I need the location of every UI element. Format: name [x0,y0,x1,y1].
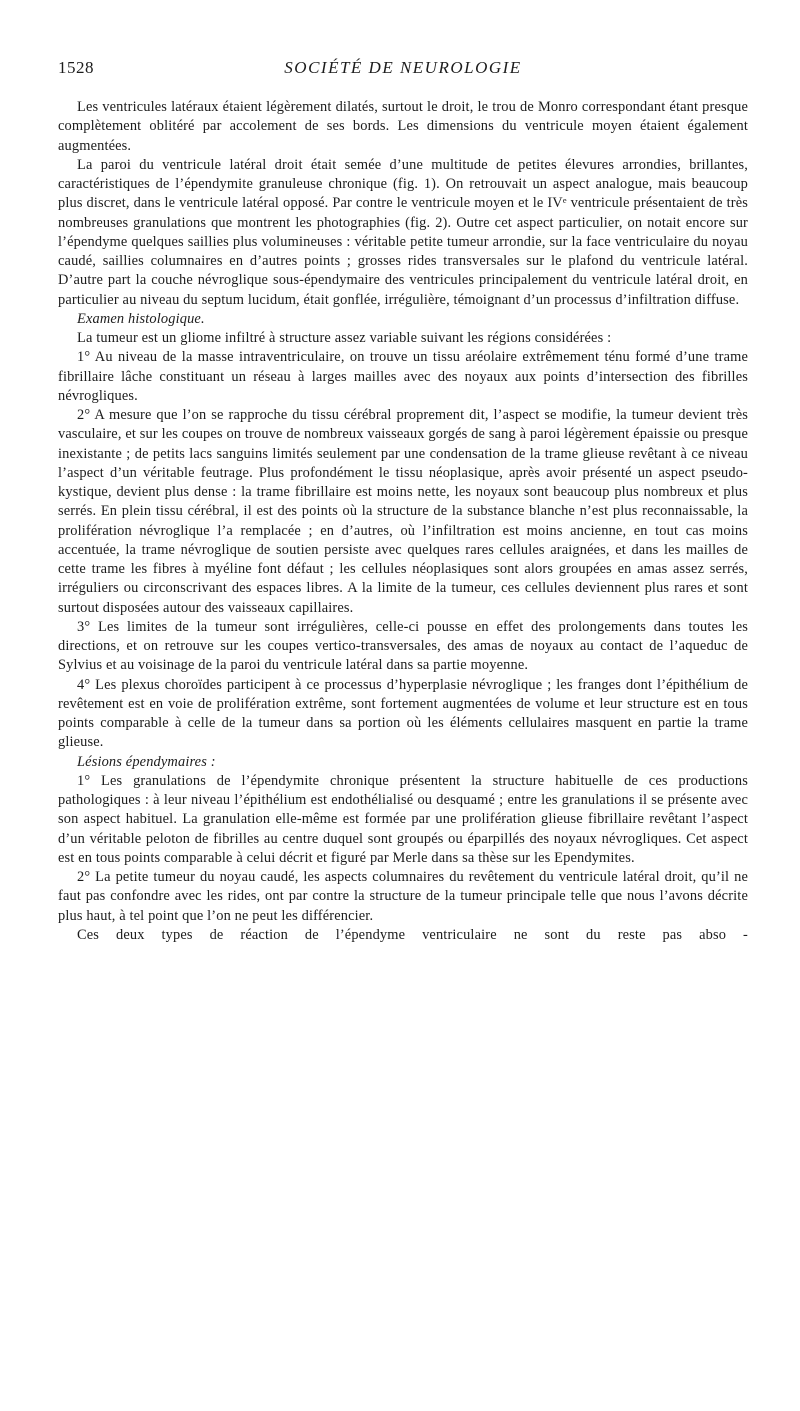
paragraph: La tumeur est un gliome infiltré à structure assez variable suivant les régions considérées : [77,330,612,346]
section-heading: Lésions épendymaires : [77,753,216,770]
page [58,0,748,945]
page-number: 1528 [58,58,94,77]
journal-title: SOCIÉTÉ DE NEUROLOGIE [284,58,522,77]
running-head [58,58,748,98]
paragraph: 1° Les granulations de l’épendymite chronique présentent la structure habituelle de ces productions pathologiques : à leur niveau l’épithélium est endothélialisé ou desquamé ; entre les granulations il se présente avec son aspect habituel. La granulation elle-même est formée par une prolifération glieuse fibrillaire revêtant l’aspect d’un véritable peloton de fibrilles au centre duquel sont groupés ou éparpillés des noyaux névrogliques. Cet aspect est en tous points comparable à celui décrit et figuré par Merle dans sa thèse sur les Ependymites. [58,772,748,866]
paragraph: Les ventricules latéraux étaient légèrement dilatés, surtout le droit, le trou de Monro correspondant étant presque complètement oblitéré par accolement de ses bords. Les dimensions du ventricule moyen étaient également augmentées. [58,99,748,154]
paragraph: 4° Les plexus choroïdes participent à ce processus d’hyperplasie névroglique ; les franges dont l’épithélium de revêtement est en voie de prolifération extrême, sont fortement augmentées de volume et leur structure est en tous points comparable à celle de la tumeur dans sa portion où les éléments cellulaires masquent en partie la trame glieuse. [58,676,748,751]
paragraph: 1° Au niveau de la masse intraventriculaire, on trouve un tissu aréolaire extrêmement ténu formé d’une trame fibrillaire lâche constituant un réseau à larges mailles avec des noyaux aux points d’intersection des fibrilles névrogliques. [58,349,748,404]
body-text [58,98,748,945]
paragraph: 2° A mesure que l’on se rapproche du tissu cérébral proprement dit, l’aspect se modifie, la tumeur devient très vasculaire, et sur les coupes on trouve de nombreux vaisseaux gorgés de sang à paroi légèrement épaissie ou presque inexistante ; de petits lacs sanguins limités seulement par une condensation de la trame glieuse revêtant à ce niveau l’aspect d’un véritable feutrage. Plus profondément le tissu néoplasique, après avoir présenté un aspect pseudo-kystique, devient plus dense : la trame fibrillaire est moins nette, les noyaux sont beaucoup plus nombreux et plus serrés. En plein tissu cérébral, il est des points où la structure de la substance blanche n’est plus reconnaissable, la prolifération névroglique l’a remplacée ; en d’autres, où l’infiltration est moins ancienne, en tout cas moins accentuée, la trame névroglique de soutien persiste avec quelques rares cellules araignées, et dans les mailles de cette trame les fibres à myéline font défaut ; les cellules néoplasiques sont alors groupées en amas assez serrés, irréguliers ou circonscrivant des espaces libres. A la limite de la tumeur, ces cellules deviennent plus rares et sont surtout disposées autour des vaisseaux capillaires. [58,407,748,616]
paragraph: La paroi du ventricule latéral droit était semée d’une multitude de petites élevures arrondies, brillantes, caractéristiques de l’épendymite granuleuse chronique (fig. 1). On retrouvait un aspect analogue, mais beaucoup plus discret, dans le ventricule latéral opposé. Par contre le ventricule moyen et le IVᵉ ventricule présentaient de très nombreuses granulations que montrent les photographies (fig. 2). Outre cet aspect particulier, on notait encore sur l’épendyme quelques saillies plus volumineuses : véritable petite tumeur arrondie, sur la face ventriculaire du noyau caudé, saillies columnaires en d’autres points ; grosses rides transversales sur le plafond du ventricule latéral. D’autre part la couche névroglique sous-épendymaire des ventricules principalement du ventricule latéral droit, en particulier au niveau du septum lucidum, était gonflée, irrégulière, témoignant d’un processus d’infiltration diffuse. [58,156,748,308]
paragraph: 2° La petite tumeur du noyau caudé, les aspects columnaires du revêtement du ventricule latéral droit, qu’il ne faut pas confondre avec les rides, ont par contre la structure de la tumeur principale telle que nous l’avons décrite plus haut, à tel point que l’on ne peut les différencier. [58,869,748,924]
paragraph: 3° Les limites de la tumeur sont irrégulières, celle-ci pousse en effet des prolongements dans toutes les directions, et on retrouve sur les coupes vertico-transversales, des amas de noyaux au contact de l’aqueduc de Sylvius et au voisinage de la paroi du ventricule latéral dans sa partie moyenne. [58,618,748,674]
paragraph: Ces deux types de réaction de l’épendyme ventriculaire ne sont du reste pas abso - [77,926,748,943]
section-heading: Examen histologique. [77,310,205,327]
